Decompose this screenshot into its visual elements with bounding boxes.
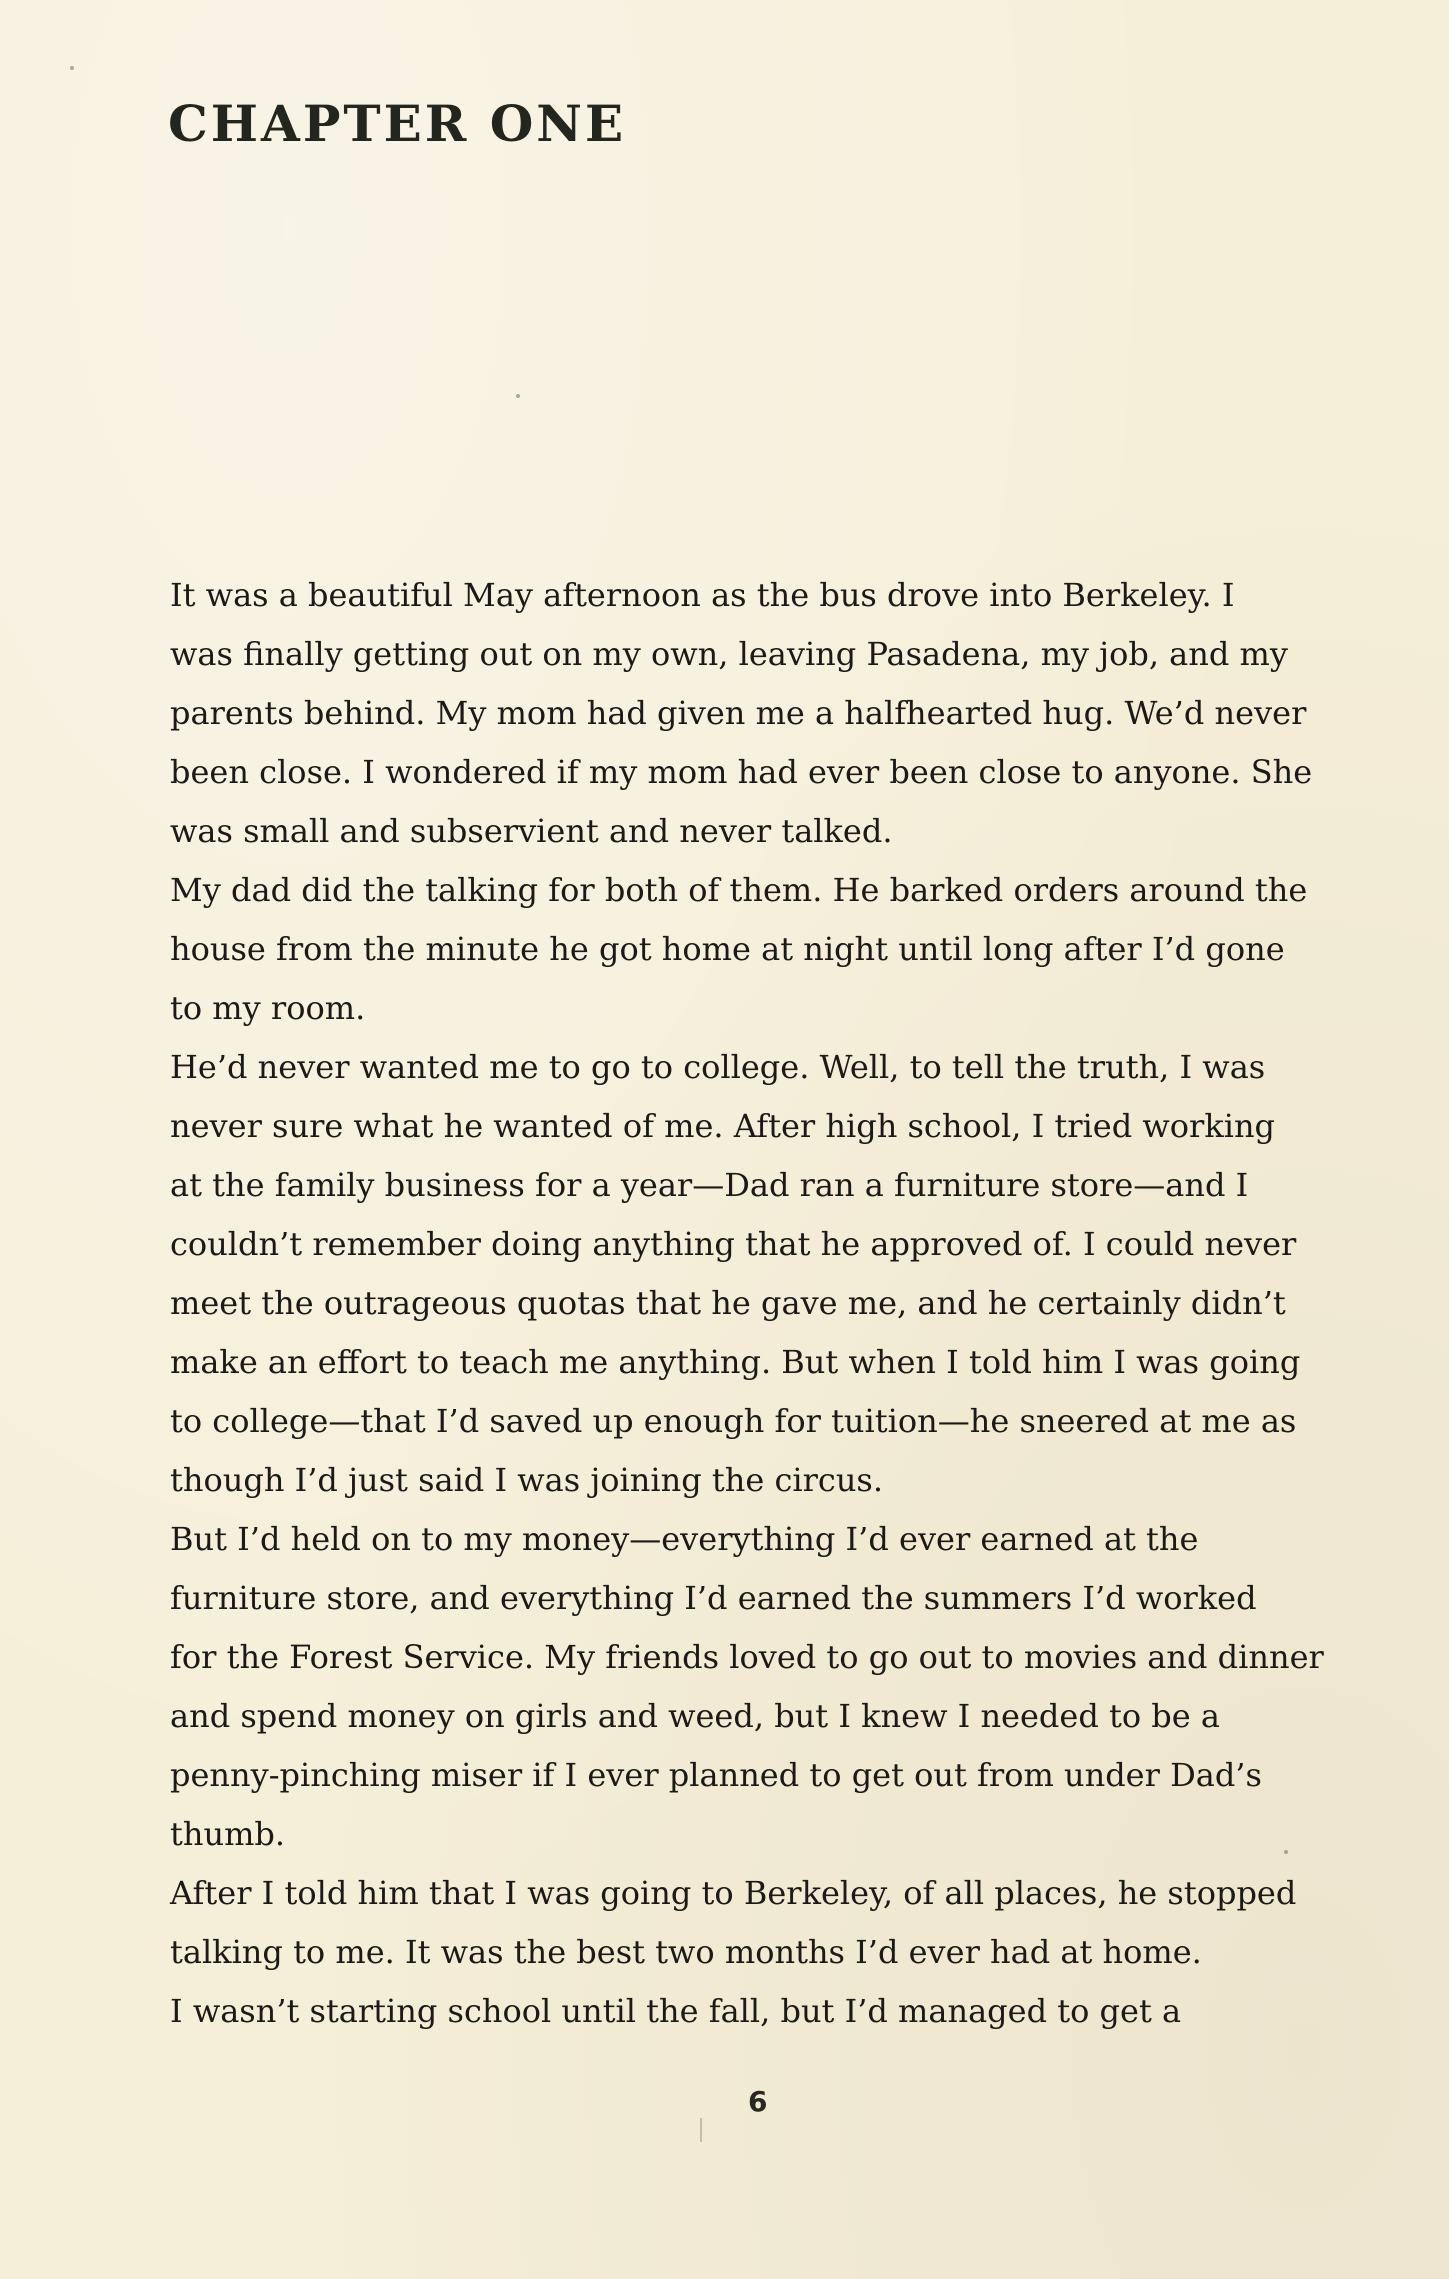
body-text: [170, 566, 1350, 2041]
paper-speck: [1284, 1850, 1288, 1854]
text-line: for the Forest Service. My friends loved to go out to movies and dinner: [170, 1638, 1324, 1676]
text-line: and spend money on girls and weed, but I knew I needed to be a: [170, 1697, 1220, 1735]
text-line: thumb.: [170, 1815, 286, 1853]
text-line: was finally getting out on my own, leaving Pasadena, my job, and my: [170, 635, 1288, 673]
text-line: never sure what he wanted of me. After high school, I tried working: [170, 1107, 1276, 1145]
page-number: 6: [748, 2085, 768, 2118]
text-line: penny-pinching miser if I ever planned to get out from under Dad’s: [170, 1756, 1262, 1794]
text-line: been close. I wondered if my mom had ever been close to anyone. She: [170, 753, 1313, 791]
text-line: I wasn’t starting school until the fall, but I’d managed to get a: [170, 1992, 1182, 2030]
gutter-mark: [700, 2118, 702, 2142]
text-line: It was a beautiful May afternoon as the bus drove into Berkeley. I: [170, 576, 1235, 614]
text-line: couldn’t remember doing anything that he approved of. I could never: [170, 1225, 1297, 1263]
chapter-title: CHAPTER ONE: [168, 94, 627, 153]
text-line: to college—that I’d saved up enough for tuition—he sneered at me as: [170, 1402, 1297, 1440]
text-line: furniture store, and everything I’d earned the summers I’d worked: [170, 1579, 1257, 1617]
text-line: make an effort to teach me anything. But when I told him I was going: [170, 1343, 1301, 1381]
text-line: to my room.: [170, 989, 366, 1027]
text-line: was small and subservient and never talked.: [170, 812, 893, 850]
text-line: He’d never wanted me to go to college. Well, to tell the truth, I was: [170, 1048, 1266, 1086]
text-line: My dad did the talking for both of them. He barked orders around the: [170, 871, 1308, 909]
text-line: parents behind. My mom had given me a halfhearted hug. We’d never: [170, 694, 1307, 732]
text-line: house from the minute he got home at night until long after I’d gone: [170, 930, 1285, 968]
paper-speck: [516, 394, 520, 398]
paper-speck: [70, 66, 74, 70]
text-line: meet the outrageous quotas that he gave me, and he certainly didn’t: [170, 1284, 1286, 1322]
text-line: But I’d held on to my money—everything I’d ever earned at the: [170, 1520, 1199, 1558]
text-line: though I’d just said I was joining the circus.: [170, 1461, 884, 1499]
text-line: talking to me. It was the best two months I’d ever had at home.: [170, 1933, 1202, 1971]
text-line: at the family business for a year—Dad ran a furniture store—and I: [170, 1166, 1249, 1204]
text-line: After I told him that I was going to Berkeley, of all places, he stopped: [170, 1874, 1297, 1912]
